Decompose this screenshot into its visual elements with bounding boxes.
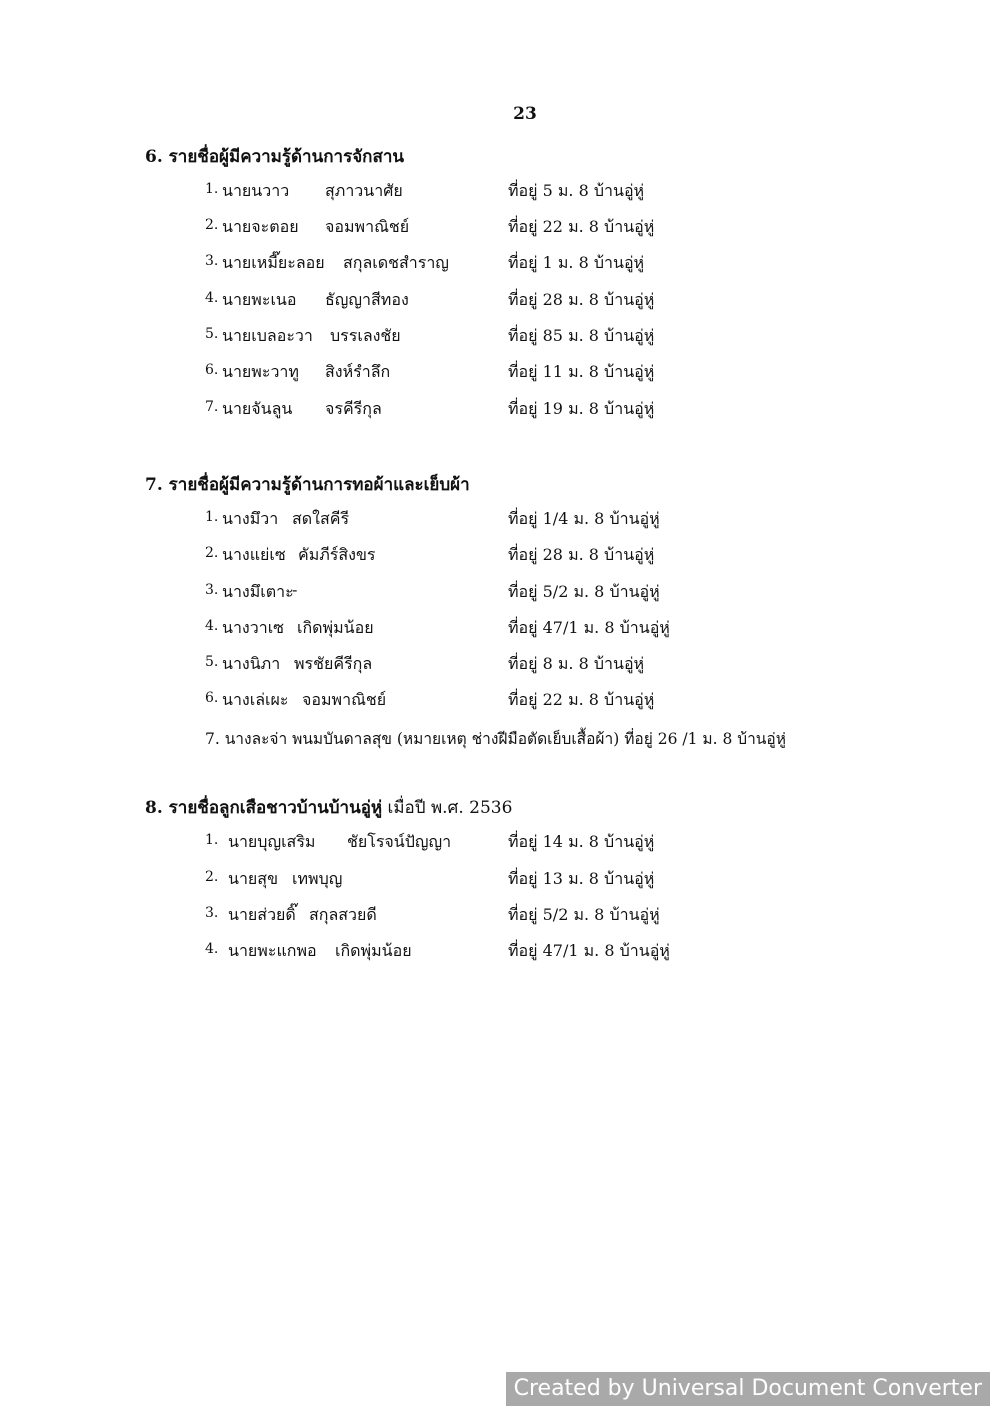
item-last-name: สกุลสวยดี [309,905,377,924]
item-last-name: เกิดพุ่มน้อย [335,941,412,960]
item-last-name: ธัญญาสีทอง [325,290,409,309]
item-number: 4. [205,618,219,634]
list-item [0,288,1000,324]
item-address: ที่อยู่ 28 ม. 8 บ้านอู่หู่ [508,290,655,309]
list-item [0,251,1000,287]
list-item [0,360,1000,396]
page-number: 23 [513,104,537,124]
item-address: ที่อยู่ 5 ม. 8 บ้านอู่หู่ [508,181,645,200]
item-address: ที่อยู่ 11 ม. 8 บ้านอู่หู่ [508,362,655,381]
item-first-name: นายจะตอย [222,217,299,236]
item-address: ที่อยู่ 22 ม. 8 บ้านอู่หู่ [508,217,655,236]
item-first-name: นายบุญเสริม [228,832,316,851]
item-last-name: จอมพาณิชย์ [325,217,410,236]
item-first-name: นางนิภา [222,654,281,673]
item-address: ที่อยู่ 47/1 ม. 8 บ้านอู่หู่ [508,941,670,960]
item-address: ที่อยู่ 19 ม. 8 บ้านอู่หู่ [508,399,655,418]
item-address: ที่อยู่ 8 ม. 8 บ้านอู่หู่ [508,654,645,673]
item-first-name: นางมึเตาะ [222,582,294,601]
item-number: 4. [205,941,219,957]
item-last-name: - [292,580,298,599]
item-last-name: สิงห์รำลึก [325,362,391,381]
item-last-name: จอมพาณิชย์ [302,690,387,709]
item-number: 2. [205,217,219,233]
item-last-name: เทพบุญ [292,869,343,888]
item-number: 1. [205,832,219,848]
item-number: 1. [205,509,219,525]
list-item [0,179,1000,215]
list-item [0,903,1000,939]
list-item [0,616,1000,652]
item-first-name: นายสุข [228,869,278,888]
item-last-name: จรคีรีกุล [325,399,382,418]
list-item [0,939,1000,975]
list-item [0,652,1000,688]
item-number: 6. [205,362,219,378]
item-first-name: นายเบลอะวา [222,326,313,345]
item-number: 3. [205,253,219,269]
list-item [0,580,1000,616]
item-last-name: บรรเลงชัย [330,326,401,345]
item-last-name: เกิดพุ่มน้อย [297,618,374,637]
list-item [0,688,1000,724]
item-number: 3. [205,905,219,921]
item-last-name: ชัยโรจน์ปัญญา [347,832,452,851]
item-address: ที่อยู่ 28 ม. 8 บ้านอู่หู่ [508,545,655,564]
item-last-name: สดใสคีรี [292,509,350,528]
item-first-name: นางมึวา [222,509,279,528]
item-first-name: นายนวาว [222,181,290,200]
item-address: ที่อยู่ 13 ม. 8 บ้านอู่หู่ [508,869,655,888]
list-item [0,215,1000,251]
item-last-name: คัมภีร์สิงขร [298,545,376,564]
item-number: 2. [205,869,219,885]
item-address: ที่อยู่ 14 ม. 8 บ้านอู่หู่ [508,832,655,851]
item-first-name: นางแย่เซ [222,545,286,564]
item-first-name: นายพะวาทู [222,362,299,381]
item-first-name: นายส่วยดิ๊ [228,905,296,924]
section-heading: 6. รายชื่อผู้มีความรู้ด้านการจักสาน [145,147,404,167]
list-item-with-note: 7. นางละจ่า พนมบันดาลสุข (หมายเหตุ ช่างฝีมือตัดเย็บเสื้อผ้า) ที่อยู่ 26 /1 ม. 8 บ้านอู่หู่ [205,730,786,748]
item-last-name: พรชัยคีรีกุล [294,654,373,673]
item-first-name: นายพะแกพอ [228,941,317,960]
list-item [0,324,1000,360]
item-number: 5. [205,326,219,342]
list-item [0,867,1000,903]
item-address: ที่อยู่ 1 ม. 8 บ้านอู่หู่ [508,253,645,272]
item-last-name: สุภาวนาศัย [325,181,403,200]
item-first-name: นายเหมี๊ยะลอย [222,253,325,272]
item-number: 7. [205,399,219,415]
item-number: 4. [205,290,219,306]
item-number: 3. [205,582,219,598]
item-address: ที่อยู่ 47/1 ม. 8 บ้านอู่หู่ [508,618,670,637]
item-number: 6. [205,690,219,706]
section-heading [145,794,512,821]
item-address: ที่อยู่ 1/4 ม. 8 บ้านอู่หู่ [508,509,660,528]
section-heading-year: เมื่อปี พ.ศ. 2536 [382,798,513,818]
list-item [0,507,1000,543]
item-first-name: นางเล่เผะ [222,690,289,709]
item-first-name: นางวาเซ [222,618,285,637]
section-heading-title: 8. รายชื่อลูกเสือชาวบ้านบ้านอู่หู่ [145,798,383,818]
list-item [0,397,1000,433]
item-address: ที่อยู่ 22 ม. 8 บ้านอู่หู่ [508,690,655,709]
item-number: 1. [205,181,219,197]
item-address: ที่อยู่ 85 ม. 8 บ้านอู่หู่ [508,326,655,345]
item-first-name: นายพะเนอ [222,290,297,309]
item-last-name: สกุลเดชสำราญ [343,253,449,272]
item-number: 5. [205,654,219,670]
converter-watermark: Created by Universal Document Converter [506,1372,990,1406]
list-item [0,543,1000,579]
list-item [0,830,1000,866]
section-heading: 7. รายชื่อผู้มีความรู้ด้านการทอผ้าและเย็บผ้า [145,475,470,495]
item-number: 2. [205,545,219,561]
item-address: ที่อยู่ 5/2 ม. 8 บ้านอู่หู่ [508,905,660,924]
item-first-name: นายจันลูน [222,399,293,418]
item-address: ที่อยู่ 5/2 ม. 8 บ้านอู่หู่ [508,582,660,601]
